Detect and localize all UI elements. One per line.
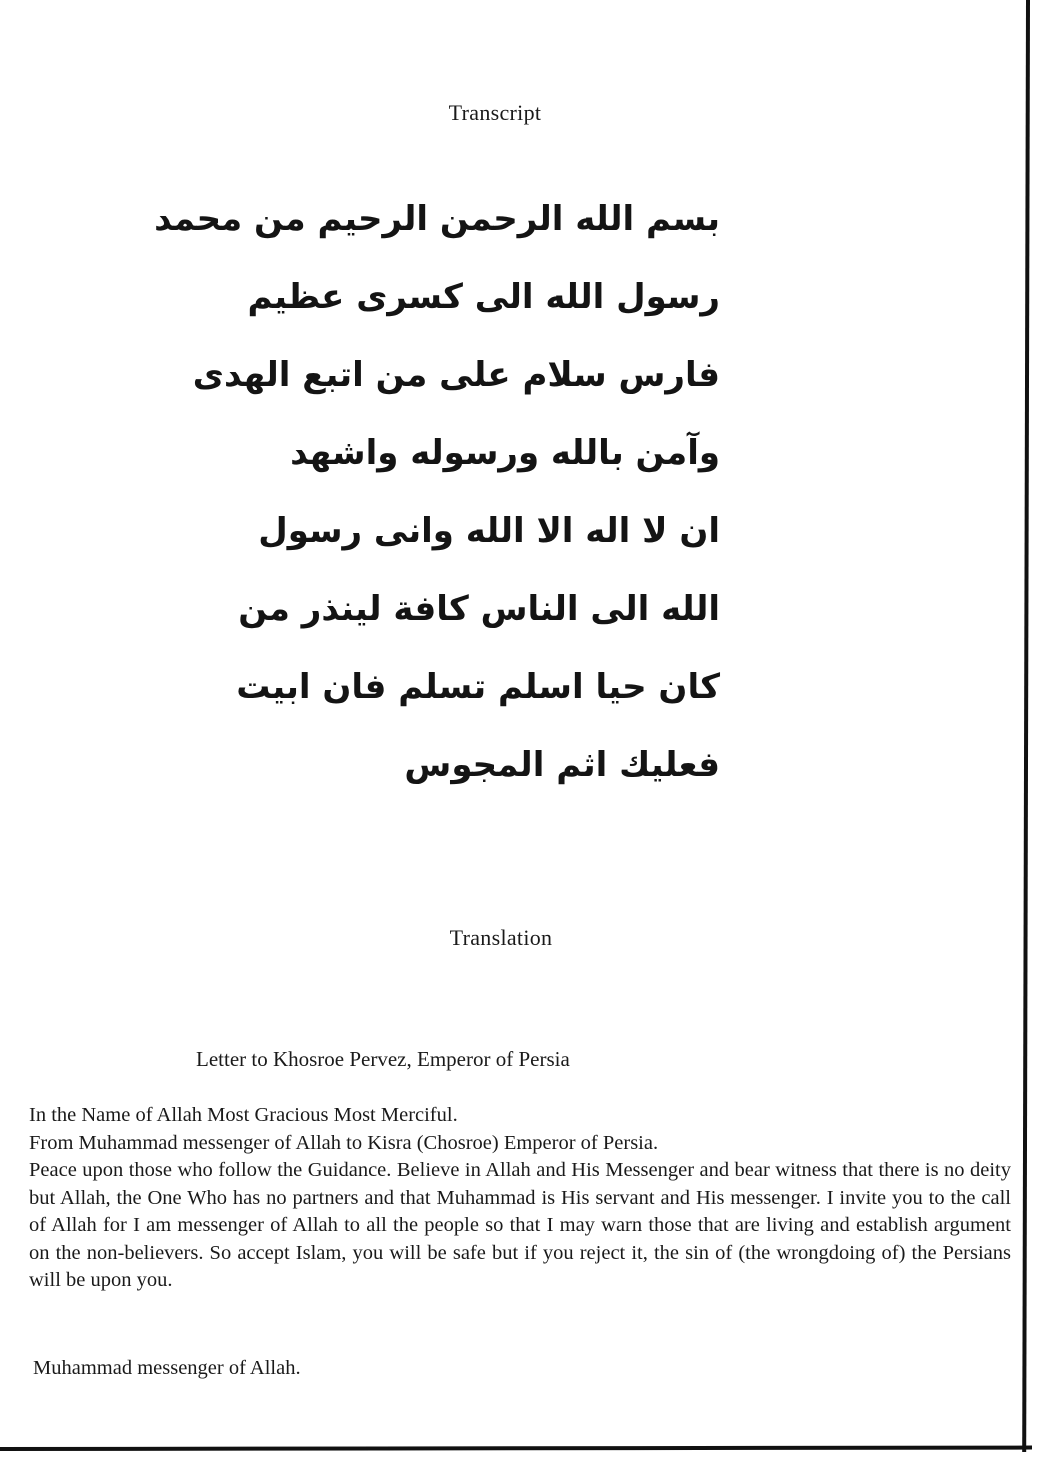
translation-heading: Translation (449, 925, 553, 950)
arabic-line: فعليك اثم المجوس (404, 745, 720, 785)
arabic-line: رسول الله الى كسرى عظيم (247, 277, 720, 317)
arabic-line: فارس سلام على من اتبع الهدى (192, 355, 720, 395)
page-border-right (1022, 0, 1030, 1452)
letter-body: Peace upon those who follow the Guidance. Believe in Allah and His Messenger and bear witness that there is no deity but Allah, the One Who has no partners and that Muhammad is His servant and His messenger. I invite you to the call of Allah for I am messenger of Allah to all the people so that I may warn those that are living and establish argument on the non-believers. So accept Islam, you will be safe but if you reject it, the sin of (the wrongdoing of) the Persians will be upon you. (29, 1159, 1011, 1291)
letter-sender-line: From Muhammad messenger of Allah to Kisra (Chosroe) Emperor of Persia. (29, 1131, 659, 1154)
page-border-bottom (0, 1446, 1032, 1451)
letter-signature: Muhammad messenger of Allah. (33, 1357, 301, 1379)
letter-title: Letter to Khosroe Pervez, Emperor of Persia (196, 1047, 570, 1071)
arabic-transcript (154, 180, 720, 804)
letter-translation (29, 1102, 1011, 1295)
arabic-line: وآمن بالله ورسوله واشهد (290, 433, 720, 473)
arabic-line: ان لا اله الا الله وانى رسول (258, 511, 720, 551)
arabic-line: كان حيا اسلم تسلم فان ابيت (236, 667, 720, 707)
letter-invocation: In the Name of Allah Most Gracious Most Merciful. (29, 1104, 458, 1126)
transcript-heading: Transcript (448, 100, 542, 125)
arabic-line: الله الى الناس كافة لينذر من (238, 589, 720, 629)
arabic-line: بسم الله الرحمن الرحيم من محمد (154, 199, 720, 239)
